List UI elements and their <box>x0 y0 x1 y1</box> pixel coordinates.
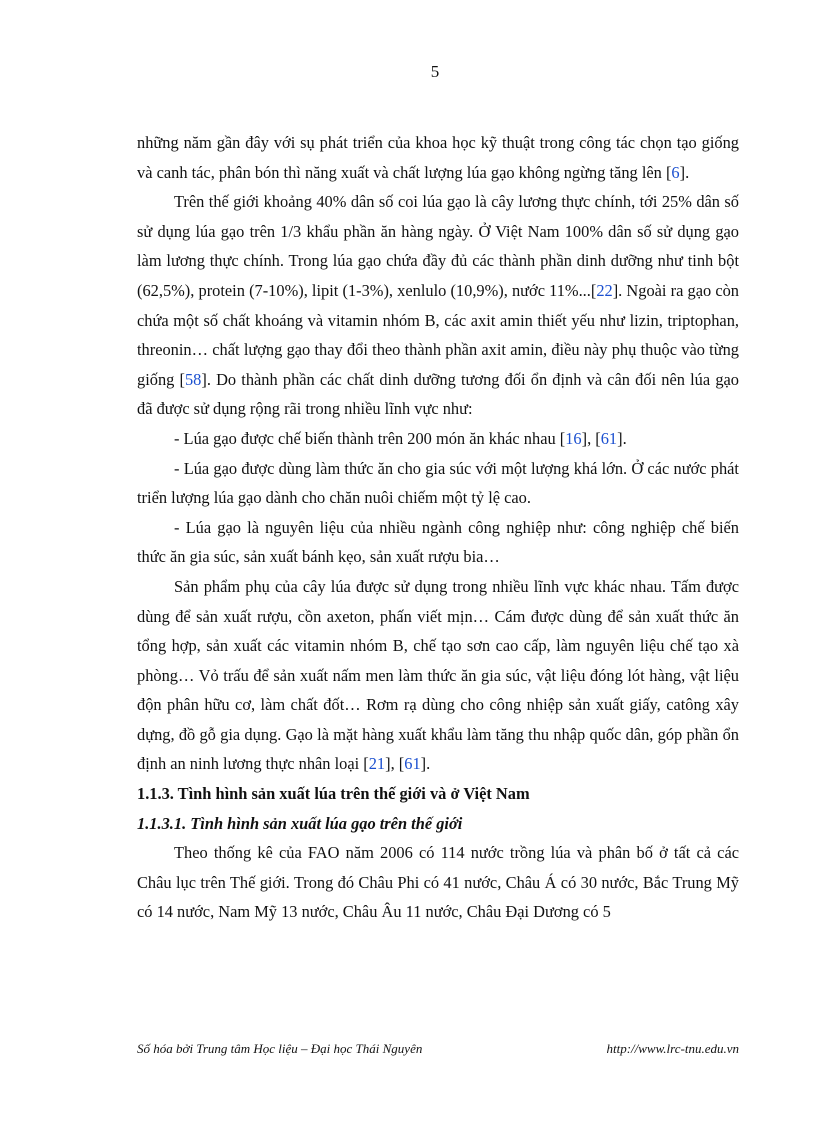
list-item-livestock <box>137 454 739 513</box>
footer-source: Số hóa bởi Trung tâm Học liệu – Đại học Thái Nguyên <box>137 1041 423 1056</box>
citation-link[interactable]: 61 <box>600 428 618 448</box>
list-item-industry <box>137 513 739 572</box>
section-heading: 1.1.3. Tình hình sản xuất lúa trên thế giới và ở Việt Nam <box>137 784 530 804</box>
citation-link[interactable]: 61 <box>404 754 421 774</box>
paragraph-text: - Lúa gạo được dùng làm thức ăn cho gia súc với một lượng khá lớn. Ở các nước phát triển lượng lúa gạo dành cho chăn nuôi chiếm một tỷ lệ cao. <box>137 458 739 508</box>
paragraph-text: ]. Ngoài ra gạo còn chứa một số chất khoáng và vitamin nhóm B, các axit amin thiết yếu như lizin, triptophan, threonin… chất lượng gạo thay đổi theo thành phần axit amin, điều này phụ thuộc vào từng giống [ <box>137 280 739 389</box>
paragraph-text: những năm gần đây với sụ phát triển của khoa học kỹ thuật trong công tác chọn tạo giống và canh tác, phân bón thì năng xuất và chất lượng lúa gạo không ngừng tăng lên [ <box>137 133 739 182</box>
document-body <box>137 128 739 927</box>
page-number: 5 <box>430 62 440 81</box>
paragraph-text: ]. <box>617 428 627 448</box>
citation-link[interactable]: 22 <box>596 280 613 300</box>
paragraph-fao-statistics <box>137 838 739 927</box>
paragraph-rice-nutrition <box>137 187 739 424</box>
paragraph-by-products <box>137 572 739 779</box>
paragraph-text: ]. <box>679 162 690 182</box>
paragraph-text: Trên thế giới khoảng 40% dân số coi lúa gạo là cây lương thực chính, tới 25% dân số sử dụng lúa gạo trên 1/3 khẩu phần ăn hàng ngày. Ở Việt Nam 100% dân số sử dụng gạo làm lương thực chính. Trong lúa gạo chứa đầy đủ các thành phần dinh dưỡng như tinh bột (62,5%), protein (7-10%), lipit (1-3%), xenlulo (10,9%), nước 11%...[ <box>137 192 739 300</box>
list-item-dishes <box>137 424 739 454</box>
citation-link[interactable]: 58 <box>184 369 202 389</box>
paragraph-text: ], [ <box>581 428 601 448</box>
footer-url: http://www.lrc-tnu.edu.vn <box>606 1041 739 1056</box>
paragraph-text: ]. <box>420 754 431 774</box>
paragraph-text: Theo thống kê của FAO năm 2006 có 114 nước trồng lúa và phân bố ở tất cả các Châu lục trên Thế giới. Trong đó Châu Phi có 41 nước, Châu Á có 30 nước, Bắc Trung Mỹ có 14 nước, Nam Mỹ 13 nước, Châu Âu 11 nước, Châu Đại Dương có 5 <box>137 843 739 922</box>
paragraph-text: ]. Do thành phần các chất dinh dưỡng tương đối ổn định và cân đối nên lúa gạo đã được sử dụng rộng rãi trong nhiều lĩnh vực như: <box>137 369 739 419</box>
paragraph-text: Sản phẩm phụ của cây lúa được sử dụng trong nhiều lĩnh vực khác nhau. Tấm được dùng để sản xuất rượu, cồn axeton, phấn viết mịn… Cám được dùng để sản xuất thức ăn tổng hợp, sản xuất các vitamin nhóm B, chế tạo sơn cao cấp, làm nguyên liệu chế tạo xà phòng… Vỏ trấu để sản xuất nấm men làm thức ăn gia súc, vật liệu đóng lót hàng, vật liệu độn phân hữu cơ, làm chất đốt… Rơm rạ dùng cho công nhiệp sản xuất giấy, catông xây dựng, đồ gỗ gia dụng. Gạo là mặt hàng xuất khẩu làm tăng thu nhập quốc dân, góp phần ổn định an ninh lương thực nhân loại [ <box>137 576 739 774</box>
citation-link[interactable]: 21 <box>368 754 386 774</box>
paragraph-text: - Lúa gạo là nguyên liệu của nhiều ngành công nghiệp như: công nghiệp chế biến thức ăn gia súc, sản xuất bánh kẹo, sản xuất rượu bia… <box>137 517 739 567</box>
page-footer <box>137 1041 739 1057</box>
citation-link[interactable]: 16 <box>565 428 582 448</box>
paragraph-continuation <box>137 128 739 187</box>
paragraph-text: ], [ <box>385 754 405 774</box>
subsection-heading: 1.1.3.1. Tình hình sản xuất lúa gạo trên thế giới <box>137 813 463 833</box>
paragraph-text: - Lúa gạo được chế biến thành trên 200 món ăn khác nhau [ <box>174 428 566 448</box>
citation-link[interactable]: 6 <box>671 162 680 182</box>
